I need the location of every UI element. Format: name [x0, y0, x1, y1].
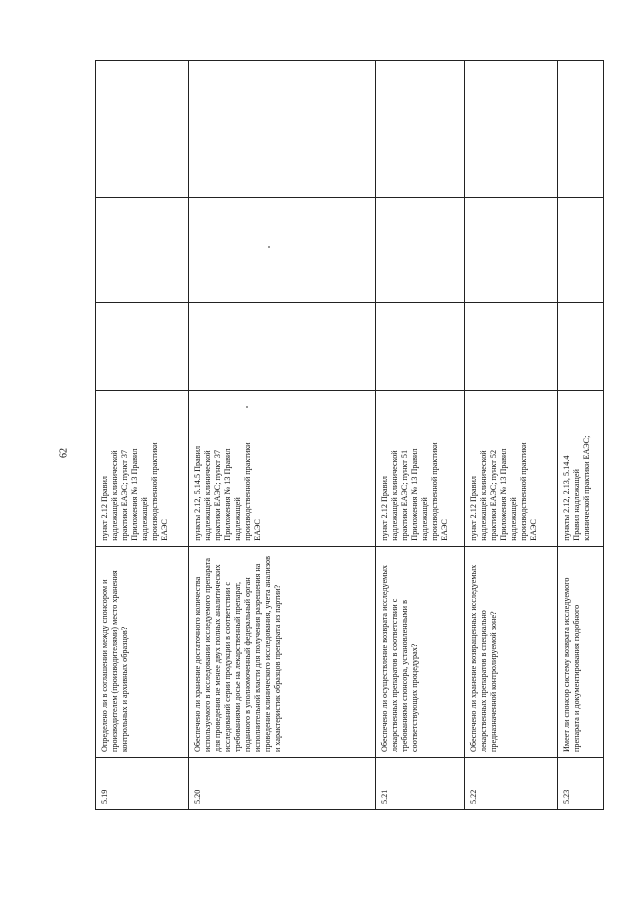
reference-text: пункты 2.12, 5.14.5 Правил надлежащей клинической практики ЕАЭС; пункт 37 Приложения № 13 Правил надлежащей производственной практики ЕАЭС — [193, 442, 262, 541]
question-cell — [558, 546, 604, 757]
reference-cell — [558, 390, 604, 546]
empty-cell — [189, 61, 376, 198]
question-cell — [96, 546, 189, 757]
empty-cell — [558, 61, 604, 198]
empty-cell — [96, 198, 189, 303]
question-cell — [189, 546, 376, 757]
empty-cell — [558, 198, 604, 303]
empty-cell — [465, 303, 558, 390]
empty-cell — [465, 61, 558, 198]
empty-cell — [376, 303, 465, 390]
page-number: 62 — [58, 448, 70, 458]
question-text: Обеспечено ли хранение возвращенных исследуемых лекарственных препаратов в специально предназначенной контролируемой зоне? — [469, 564, 498, 753]
question-text: Определено ли в соглашении между спонсором и производителем (производителями) место хранения контрольных и архивных образцов? — [100, 570, 129, 753]
reference-cell — [189, 390, 376, 546]
table-row — [558, 61, 604, 810]
table-row — [465, 61, 558, 810]
reference-cell — [376, 390, 465, 546]
item-number: 5.22 — [465, 758, 558, 810]
empty-cell — [96, 303, 189, 390]
question-text: Имеет ли спонсор систему возврата исследуемого препарата и документирования подобного — [562, 577, 581, 753]
empty-cell — [376, 61, 465, 198]
item-number: 5.21 — [376, 758, 465, 810]
reference-text: пункты 2.12, 2.13, 5.14.4 Правил надлежащей клинической практики ЕАЭС; — [562, 435, 591, 541]
item-number: 5.20 — [189, 758, 376, 810]
question-cell — [376, 546, 465, 757]
item-number: 5.19 — [96, 758, 189, 810]
question-text: Обеспечено ли хранение достаточного количества используемого в исследовании исследуемого препарата для проведения не менее двух полных аналитических исследований серии продукции в соответствии с требованиями досье на лекарственный препарат, поданного в уполномоченный федеральный орган исполнительной власти для получения разрешения на проведение клинического исследования, учета анализов и характеристик образцов препарата из партии? — [193, 556, 282, 753]
empty-cell — [558, 303, 604, 390]
question-text: Обеспечено ли осуществление возврата исследуемых лекарственных препаратов в соответствии с требованиями спонсора, установленными в соответствующих процедурах? — [380, 565, 419, 753]
reference-text: пункт 2.12 Правил надлежащей клинической практики ЕАЭС; пункт 52 Приложения № 13 Правил надлежащей производственной практики ЕАЭС — [469, 442, 538, 541]
table-row — [376, 61, 465, 810]
empty-cell — [96, 61, 189, 198]
rotated-table-page — [95, 60, 605, 810]
reference-cell — [96, 390, 189, 546]
reference-text: пункт 2.12 Правил надлежащей клинической практики ЕАЭС; пункт 51 Приложения № 13 Правил надлежащей производственной практики ЕАЭС — [380, 442, 449, 541]
empty-cell — [189, 303, 376, 390]
checklist-table — [95, 60, 604, 810]
reference-text: пункт 2.12 Правил надлежащей клинической практики ЕАЭС; пункт 37 Приложения № 13 Правил надлежащей производственной практики ЕАЭС — [100, 442, 169, 541]
item-number: 5.23 — [558, 758, 604, 810]
empty-cell — [189, 198, 376, 303]
table-row — [189, 61, 376, 810]
question-cell — [465, 546, 558, 757]
table-row — [96, 61, 189, 810]
reference-cell — [465, 390, 558, 546]
empty-cell — [465, 198, 558, 303]
empty-cell — [376, 198, 465, 303]
